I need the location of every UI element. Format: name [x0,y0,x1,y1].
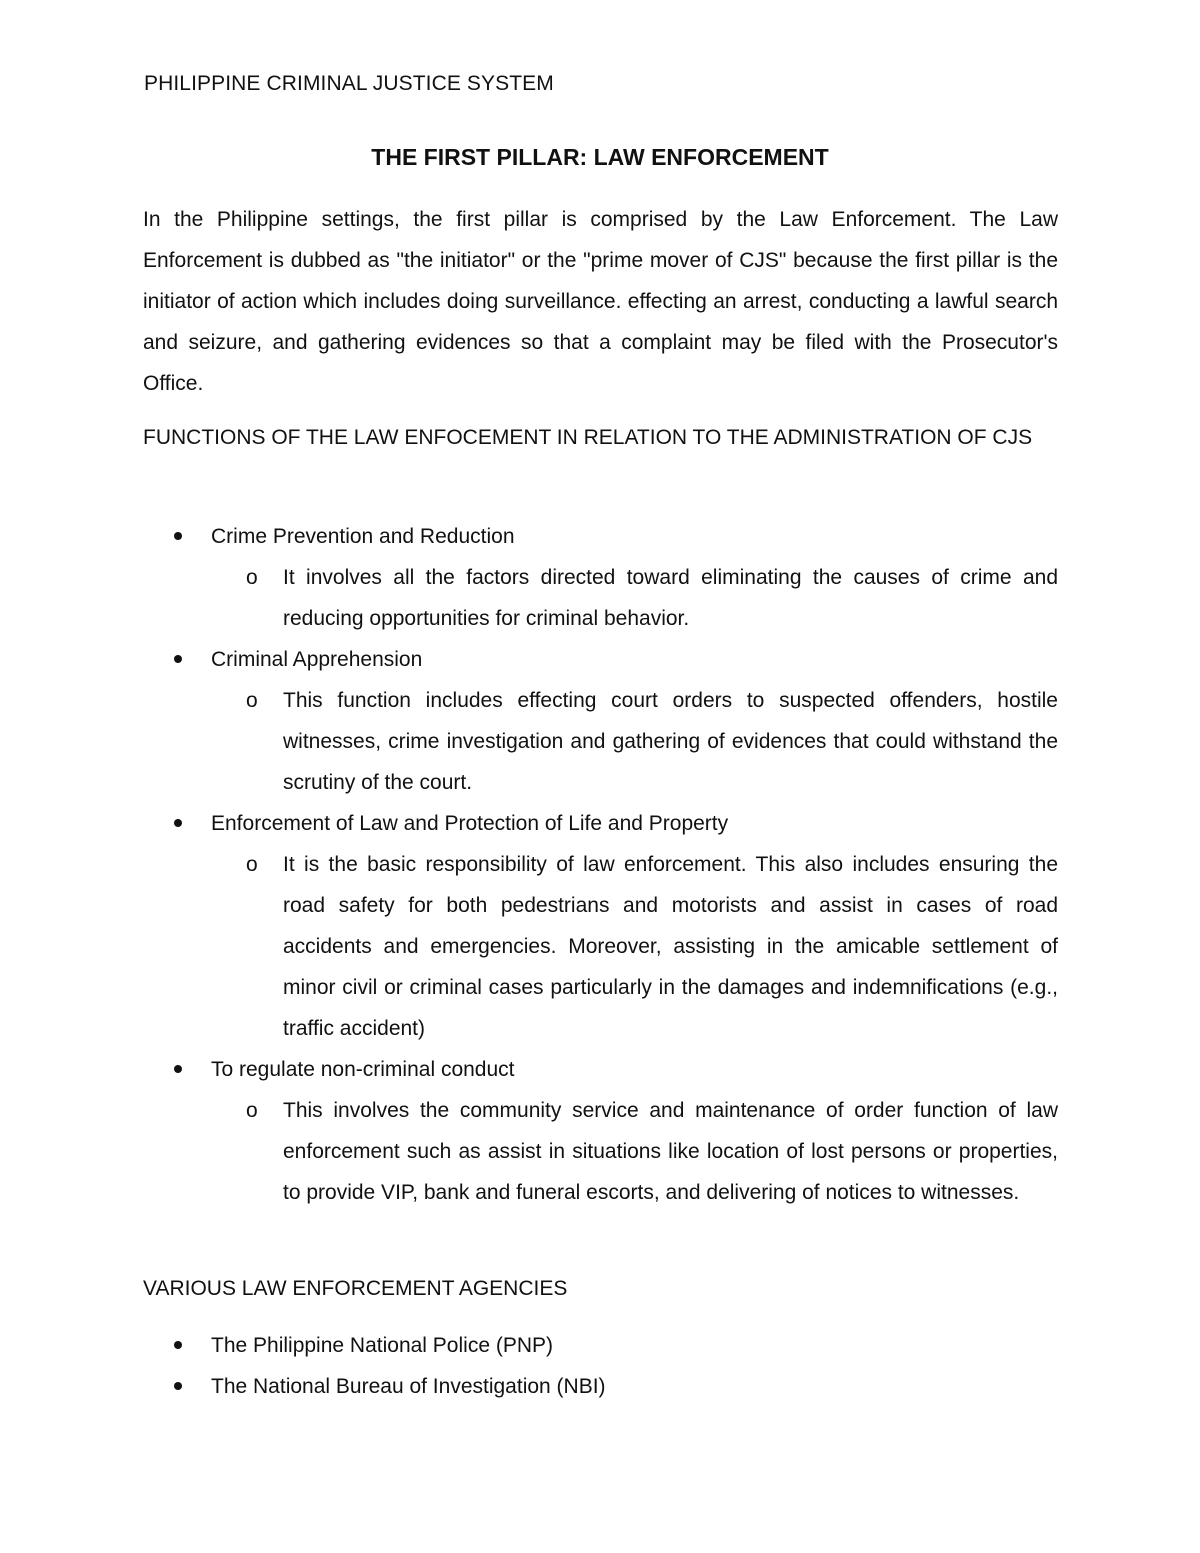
intro-paragraph: In the Philippine settings, the first pillar is comprised by the Law Enforcement. The Law Enforcement is dubbed as "the initiator" or the "prime mover of CJS" because the first pillar is the initiator of action which includes doing surveillance. effecting an arrest, conducting a lawful search and seizure, and gathering evidences so that a complaint may be filed with the Prosecutor's Office. [143,208,1058,395]
function-label: Crime Prevention and Reduction [211,525,515,548]
list-item [0,1049,1200,1213]
bullet-icon [174,1065,182,1073]
circle-bullet-icon: o [246,1099,258,1122]
bullet-icon [174,532,182,540]
agencies-heading: VARIOUS LAW ENFORCEMENT AGENCIES [143,1277,568,1300]
list-item [0,516,1200,639]
bullet-icon [174,1341,182,1349]
page-title: THE FIRST PILLAR: LAW ENFORCEMENT [371,144,829,170]
sub-list-item [0,1090,1200,1213]
list-item [0,1366,1200,1407]
sub-list-item [0,844,1200,1049]
list-item [0,639,1200,803]
circle-bullet-icon: o [246,689,258,712]
function-detail: It is the basic responsibility of law enforcement. This also includes ensuring the road safety for both pedestrians and motorists and assist in cases of road accidents and emergencies. Moreover, assisting in the amicable settlement of minor civil or criminal cases particularly in the damages and indemnifications (e.g., traffic accident) [283,853,1058,1040]
circle-bullet-icon: o [246,566,258,589]
function-label: To regulate non-criminal conduct [211,1058,515,1081]
agencies-list [0,1325,1200,1407]
running-header: PHILIPPINE CRIMINAL JUSTICE SYSTEM [144,72,554,95]
functions-list [0,516,1200,1213]
sub-list-item [0,557,1200,639]
list-item [0,803,1200,1049]
agency-label: The National Bureau of Investigation (NBI) [211,1375,606,1398]
bullet-icon [174,655,182,663]
function-detail: It involves all the factors directed toward eliminating the causes of crime and reducing opportunities for criminal behavior. [283,566,1058,630]
bullet-icon [174,1382,182,1390]
functions-heading: FUNCTIONS OF THE LAW ENFOCEMENT IN RELATION TO THE ADMINISTRATION OF CJS [143,426,1033,449]
function-detail: This involves the community service and maintenance of order function of law enforcement such as assist in situations like location of lost persons or properties, to provide VIP, bank and funeral escorts, and delivering of notices to witnesses. [283,1099,1058,1204]
function-label: Enforcement of Law and Protection of Life and Property [211,812,729,835]
function-detail: This function includes effecting court orders to suspected offenders, hostile witnesses, crime investigation and gathering of evidences that could withstand the scrutiny of the court. [283,689,1058,794]
agency-label: The Philippine National Police (PNP) [211,1334,553,1357]
function-label: Criminal Apprehension [211,648,423,671]
list-item [0,1325,1200,1366]
bullet-icon [174,819,182,827]
circle-bullet-icon: o [246,853,258,876]
sub-list-item [0,680,1200,803]
